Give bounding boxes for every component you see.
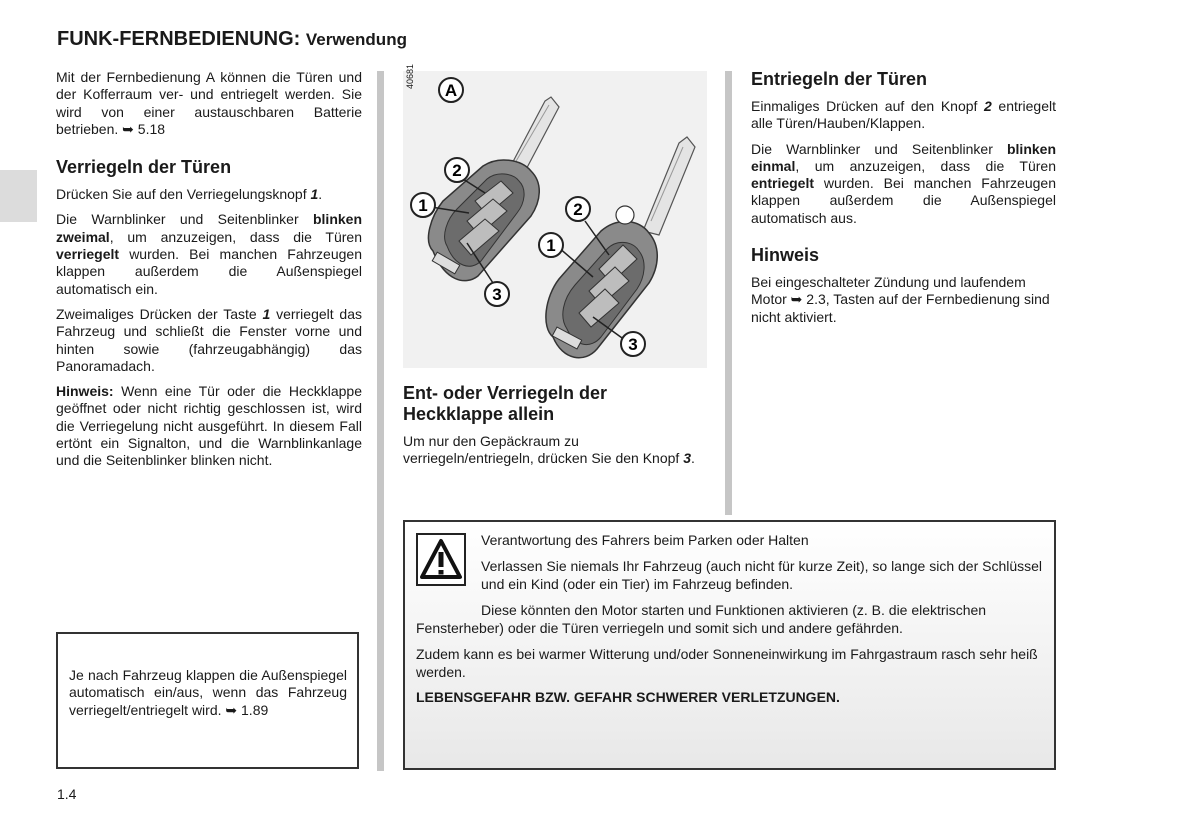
note-paragraph: Bei eingeschalteter Zündung und laufendem Motor ➥ 2.3, Tasten auf der Fernbedienung sind nicht aktiviert.	[751, 274, 1050, 325]
svg-text:1: 1	[546, 236, 556, 255]
warning-paragraph-1: Verlassen Sie niemals Ihr Fahrzeug (auch nicht für kurze Zeit), so lange sich der Schlüssel und ein Kind (oder ein Tier) im Fahrzeug befinden.	[481, 558, 1043, 592]
heading-lock-doors: Verriegeln der Türen	[56, 157, 232, 178]
svg-text:1: 1	[418, 196, 428, 215]
unlock-paragraph-2: Die Warnblinker und Seitenblinker blinken einmal, um anzuzeigen, dass die Türen entriegelt wurden. Bei manchen Fahrzeugen klappen außerdem die Außenspiegel automatisch aus.	[751, 140, 1056, 226]
page-number: 1.4	[57, 786, 77, 802]
key-left	[428, 97, 559, 281]
warning-title: Verantwortung des Fahrers beim Parken oder Halten	[481, 532, 809, 548]
warning-box	[403, 520, 1056, 770]
warning-danger-line: LEBENSGEFAHR BZW. GEFAHR SCHWERER VERLETZUNGEN.	[416, 689, 840, 705]
column-right	[751, 69, 1056, 334]
heading-tailgate: Ent- oder Verriegeln der Heckklappe allein	[403, 383, 608, 424]
button-ref-2: 2	[984, 98, 992, 114]
column-divider-left	[377, 71, 384, 771]
heading-unlock-doors: Entriegeln der Türen	[751, 69, 928, 89]
callout-3-right	[621, 332, 645, 356]
figure-label-a: A	[444, 81, 458, 100]
info-box	[56, 632, 359, 769]
warning-triangle-icon	[416, 533, 466, 586]
page-title	[57, 28, 407, 51]
callout-1-left	[411, 193, 435, 217]
unlock-paragraph-1: Einmaliges Drücken auf den Knopf 2 entriegelt alle Türen/Hauben/Klappen.	[751, 98, 1057, 132]
callout-2-left	[445, 158, 469, 182]
column-left	[56, 69, 362, 478]
key-right	[546, 137, 695, 358]
button-ref-1: 1	[310, 186, 319, 203]
svg-text:2: 2	[452, 161, 462, 180]
button-ref-3: 3	[683, 450, 691, 467]
heading-note: Hinweis	[751, 245, 820, 266]
title-main: FUNK-FERNBEDIENUNG:	[57, 28, 301, 50]
warning-paragraph-3: Zudem kann es bei warmer Witterung und/oder Sonneneinwirkung im Fahrgastraum rasch sehr heiß werden.	[416, 646, 1038, 680]
key-illustration	[403, 63, 707, 368]
svg-text:2: 2	[573, 200, 583, 219]
warning-paragraph-2-line-1: Diese könnten den Motor starten und Funktionen aktivieren (z. B. die elektrischen	[481, 602, 987, 618]
lock-paragraph-2: Die Warnblinker und Seitenblinker blinken zweimal, um anzuzeigen, dass die Türen verriegelt wurden. Bei manchen Fahrzeugen klappen außerdem die Außenspiegel automatisch ein.	[56, 211, 362, 297]
warning-paragraph-2-line-2: Fensterheber) oder die Türen verriegeln und somit sich und andere gefährden.	[416, 620, 903, 636]
section-tab-marker	[0, 170, 37, 222]
callout-3-left	[485, 282, 509, 306]
lock-paragraph-1: Drücken Sie auf den Verriegelungsknopf 1.	[56, 186, 323, 203]
intro-paragraph: Mit der Fernbedienung A können die Türen und der Kofferraum ver- und entriegelt werden. Sie wird von einer austauschbaren Batterie betrieben. ➥ 5.18	[56, 69, 362, 137]
figure-reference: 40681	[405, 63, 415, 89]
svg-text:3: 3	[628, 335, 638, 354]
svg-text:3: 3	[492, 285, 502, 304]
button-ref-1b: 1	[262, 305, 271, 322]
note-label: Hinweis:	[56, 383, 114, 400]
callout-2-right	[566, 197, 590, 221]
lock-paragraph-3: Zweimaliges Drücken der Taste 1 verriegelt das Fahrzeug und schließt die Fenster vorne und hinten sowie (fahrzeugabhängig) das Panoramadach.	[56, 305, 363, 374]
lock-note: Hinweis: Wenn eine Tür oder die Heckklappe geöffnet oder nicht richtig geschlossen ist, wird die Verriegelung nicht ausgeführt. In diesem Fall ertönt ein Signalton, und die Warnblinkanlage und die Seitenblinker blinken nicht.	[56, 383, 362, 469]
remote-key-drawing	[403, 71, 707, 368]
column-middle	[403, 383, 711, 476]
callout-1-right	[539, 233, 563, 257]
info-box-text: Je nach Fahrzeug klappen die Außenspiegel automatisch ein/aus, wenn das Fahrzeug verriegelt/entriegelt wird. ➥ 1.89	[69, 667, 347, 718]
column-divider-right	[725, 71, 732, 515]
tailgate-paragraph: Um nur den Gepäckraum zu verriegeln/entriegeln, drücken Sie den Knopf 3.	[403, 433, 695, 467]
title-sub: Verwendung	[305, 30, 407, 49]
